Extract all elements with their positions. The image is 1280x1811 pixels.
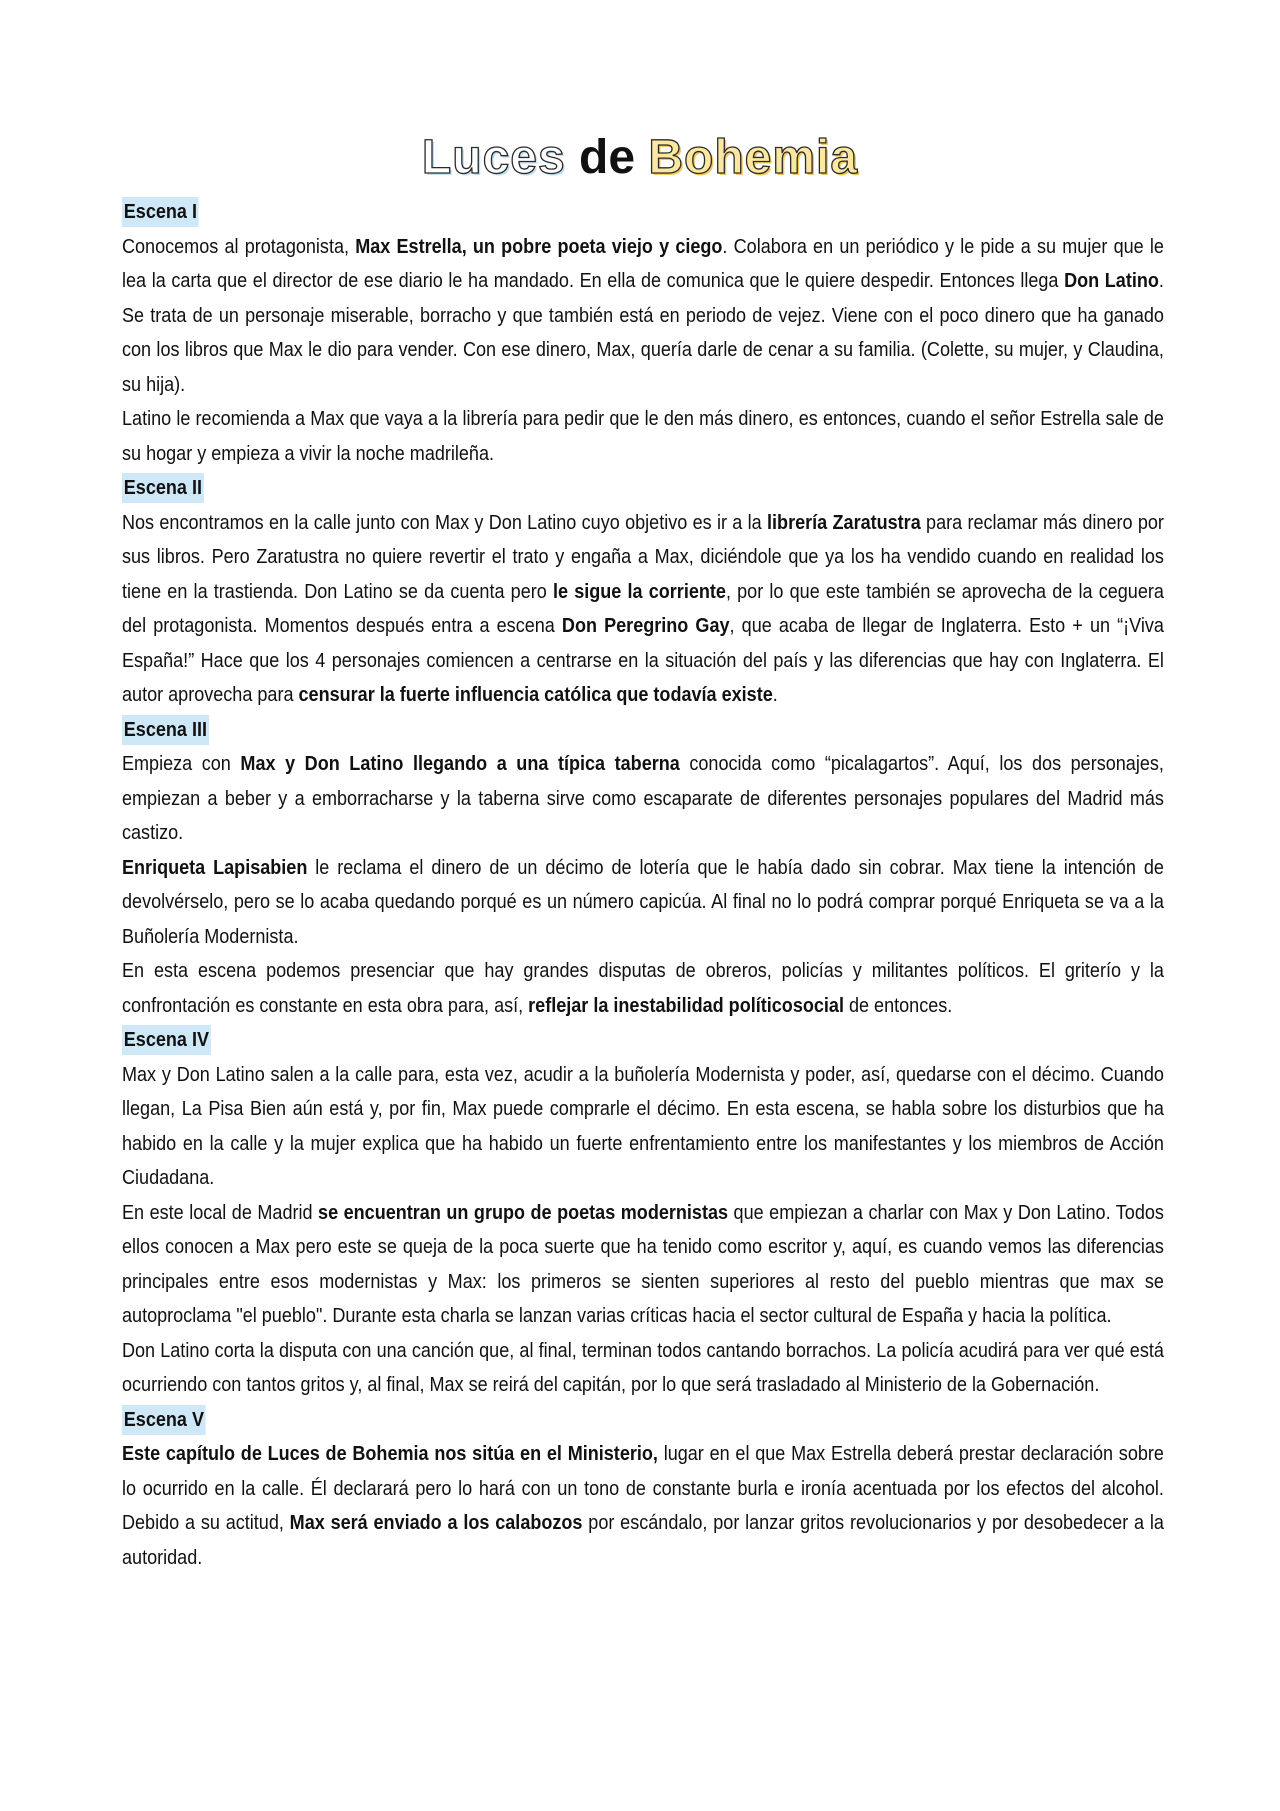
scene-heading: Escena V xyxy=(122,1405,206,1435)
scene-paragraph xyxy=(122,402,1164,471)
text-run: En este local de Madrid xyxy=(122,1200,319,1224)
bold-text: Don Peregrino Gay xyxy=(561,614,730,637)
text-run: Latino le recomienda a Max que vaya a la librería para pedir que le den más dinero, es entonces, cuando el señor Estrella sale de su hogar y empieza a vivir la noche madrileña. xyxy=(122,407,1164,465)
bold-text: se encuentran un grupo de poetas modernistas xyxy=(318,1200,729,1224)
text-run: que empiezan a charlar con Max y Don Latino. Todos ellos conocen a Max pero este se queja de la poca suerte que ha tenido como escritor y, aquí, es cuando vemos las diferencias principales entre esos modernistas y Max: los primeros se sienten superiores al resto del pueblo mientras que max se autoproclama "el pueblo". Durante esta charla se lanzan varias críticas hacia el sector cultural de España y hacia la política. xyxy=(122,1200,1164,1327)
text-run: . xyxy=(772,683,778,706)
bold-text: Don Latino xyxy=(1064,269,1159,292)
title-word-bohemia: Bohemia xyxy=(648,131,859,184)
text-run: Don Latino corta la disputa con una canción que, al final, terminan todos cantando borrachos. La policía acudirá para ver qué está ocurriendo con tantos gritos y, al final, Max se reirá del capitán, por lo que será trasladado al Ministerio de la Gobernación. xyxy=(122,1338,1164,1396)
bold-text: Max Estrella, un pobre poeta viejo y ciego xyxy=(355,234,723,258)
bold-text: Este capítulo de Luces de Bohemia nos sitúa en el Ministerio, xyxy=(122,1442,658,1465)
text-run: Empieza con xyxy=(122,752,241,775)
scene-heading: Escena I xyxy=(122,197,199,227)
scene-paragraph xyxy=(122,506,1164,713)
scene-heading: Escena III xyxy=(122,715,209,745)
bold-text: Max será enviado a los calabozos xyxy=(289,1511,583,1534)
title-word-luces: Luces xyxy=(421,131,566,184)
bold-text: Max y Don Latino llegando a una típica taberna xyxy=(240,752,680,775)
text-run: de entonces. xyxy=(843,993,953,1017)
text-run: Nos encontramos en la calle junto con Max y Don Latino cuyo objetivo es ir a la xyxy=(122,510,768,534)
scene-paragraph xyxy=(122,954,1164,1023)
bold-text: librería Zaratustra xyxy=(767,510,921,534)
text-run: Max y Don Latino salen a la calle para, esta vez, acudir a la buñolería Modernista y poder, así, quedarse con el décimo. Cuando llegan, La Pisa Bien aún está y, por fin, Max puede comprarle el décimo. En esta escena, se habla sobre los disturbios que ha habido en la calle y la mujer explica que ha habido un fuerte enfrentamiento entre los manifestantes y los miembros de Acción Ciudadana. xyxy=(122,1062,1164,1189)
text-run: para reclamar más dinero por sus libros. Pero Zaratustra no quiere revertir el trato y engaña a Max, diciéndole que ya los ha vendido cuando en realidad los tiene en la trastienda. Don Latino se da cuenta pero xyxy=(122,510,1164,603)
text-run: En esta escena podemos presenciar que hay grandes disputas de obreros, policías y militantes políticos. El griterío y la confrontación es constante en esta obra para, así, xyxy=(122,959,1164,1017)
bold-text: reflejar la inestabilidad políticosocial xyxy=(528,993,844,1017)
scene-heading: Escena II xyxy=(122,473,204,503)
document-title xyxy=(0,128,1280,188)
bold-text: le sigue la corriente xyxy=(552,579,726,603)
scene-paragraph xyxy=(122,1437,1164,1575)
text-run: . Colabora en un periódico y le pide a su mujer que le lea la carta que el director de ese diario le ha mandado. En ella de comunica que le quiere despedir. Entonces llega xyxy=(122,234,1164,292)
scene-paragraph xyxy=(122,1196,1164,1334)
text-run: Conocemos al protagonista, xyxy=(122,234,356,258)
text-run: por escándalo, por lanzar gritos revolucionarios y por desobedecer a la autoridad. xyxy=(122,1511,1164,1569)
text-run: , por lo que este también se aprovecha de la ceguera del protagonista. Momentos después entra a escena xyxy=(122,579,1164,637)
scene-heading: Escena IV xyxy=(122,1025,211,1055)
text-run: le reclama el dinero de un décimo de lotería que le había dado sin cobrar. Max tiene la intención de devolvérselo, pero se lo acaba quedando porqué es un número capicúa. Al final no lo podrá comprar porqué Enriqueta se va a la Buñolería Modernista. xyxy=(122,855,1164,948)
scene-paragraph xyxy=(122,1334,1164,1403)
text-run: . Se trata de un personaje miserable, borracho y que también está en periodo de vejez. Viene con el poco dinero que ha ganado con los libros que Max le dio para vender. Con ese dinero, Max, quería darle de cenar a su familia. (Colette, su mujer, y Claudina, su hija). xyxy=(122,269,1164,396)
scene-paragraph xyxy=(122,747,1164,851)
scene-paragraph xyxy=(122,230,1164,403)
title-word-de: de xyxy=(565,131,649,184)
scene-paragraph xyxy=(122,851,1164,955)
bold-text: Enriqueta Lapisabien xyxy=(122,855,308,879)
document-body xyxy=(122,195,1164,1575)
bold-text: censurar la fuerte influencia católica que todavía existe xyxy=(298,683,773,706)
text-run: lugar en el que Max Estrella deberá prestar declaración sobre lo ocurrido en la calle. Él declarará pero lo hará con un tono de constante burla e ironía acentuada por los efectos del alcohol. Debido a su actitud, xyxy=(122,1442,1164,1534)
scene-paragraph xyxy=(122,1058,1164,1196)
text-run: conocida como “picalagartos”. Aquí, los dos personajes, empiezan a beber y a emborracharse y la taberna sirve como escaparate de diferentes personajes populares del Madrid más castizo. xyxy=(122,752,1164,844)
text-run: , que acaba de llegar de Inglaterra. Esto + un “¡Viva España!” Hace que los 4 personajes comiencen a centrarse en la situación del país y las diferencias que hay con Inglaterra. El autor aprovecha para xyxy=(122,614,1164,706)
